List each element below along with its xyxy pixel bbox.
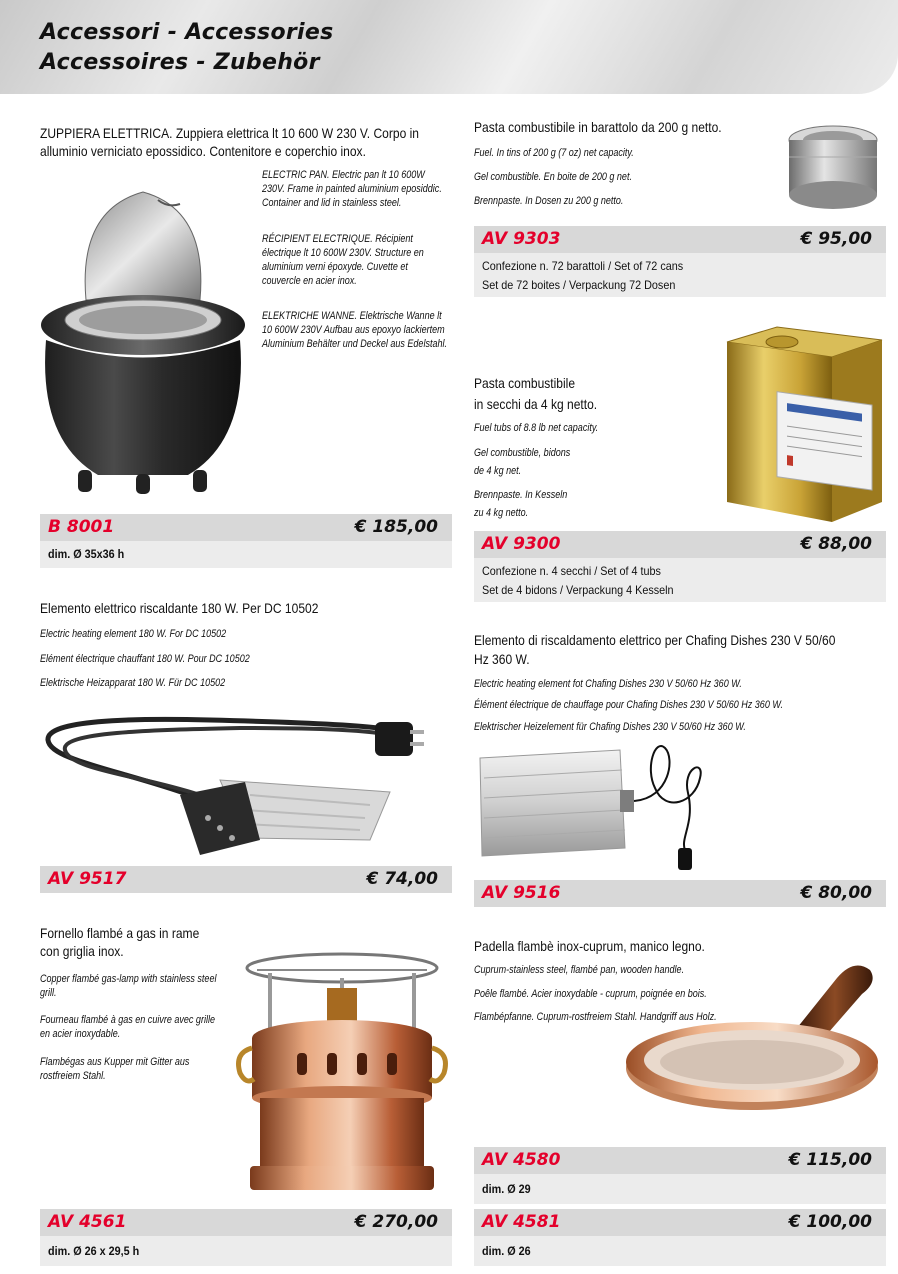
av4561-title-line1: Fornello flambé a gas in rame bbox=[40, 925, 200, 941]
av9303-title: Pasta combustibile in barattolo da 200 g netto. bbox=[474, 119, 722, 135]
av4561-desc-en: Copper flambé gas-lamp with stainless steel grill. bbox=[40, 973, 217, 999]
av9516-title-line1: Elemento di riscaldamento elettrico per Chafing Dishes 230 V 50/60 bbox=[474, 632, 836, 648]
product-code: AV 9303 bbox=[482, 229, 561, 249]
av4581-price-bar bbox=[474, 1209, 886, 1236]
av4561-info-bar bbox=[40, 1236, 452, 1266]
av9303-desc-de: Brennpaste. In Dosen zu 200 g netto. bbox=[474, 195, 624, 207]
av9303-info-bar bbox=[474, 253, 886, 297]
product-dimensions: dim. Ø 35x36 h bbox=[48, 547, 125, 561]
av4580-info-bar bbox=[474, 1174, 886, 1204]
av4581-info-bar bbox=[474, 1236, 886, 1266]
av9300-price-bar bbox=[474, 531, 886, 558]
product-code: AV 4580 bbox=[482, 1150, 561, 1170]
av9303-desc-en: Fuel. In tins of 200 g (7 oz) net capacity. bbox=[474, 147, 634, 159]
av9517-price-bar bbox=[40, 866, 452, 893]
av4580-title: Padella flambè inox-cuprum, manico legno. bbox=[474, 938, 705, 954]
av9303-price-bar bbox=[474, 226, 886, 253]
product-code: B 8001 bbox=[48, 517, 115, 537]
copper-gas-stove-photo bbox=[232, 948, 457, 1206]
av9300-title-line1: Pasta combustibile bbox=[474, 375, 576, 391]
av9300-title-line2: in secchi da 4 kg netto. bbox=[474, 396, 598, 412]
heating-element-photo bbox=[40, 700, 450, 865]
b8001-desc-de: ELEKTRICHE WANNE. Elektrische Wanne lt 10 600W 230V Aufbau aus epoxyo lackiertem Aluminium Behälter und Deckel aus Edelstahl. bbox=[262, 310, 448, 350]
b8001-title: ZUPPIERA ELETTRICA. Zuppiera elettrica lt 10 600 W 230 V. Corpo in alluminio verniciato epossidico. Contenitore e coperchio inox. bbox=[40, 125, 419, 159]
av9300-desc-en: Fuel tubs of 8.8 lb net capacity. bbox=[474, 422, 599, 434]
product-code: AV 9516 bbox=[482, 883, 561, 903]
product-code: AV 4561 bbox=[48, 1212, 127, 1232]
packaging-info-line1: Confezione n. 72 barattoli / Set of 72 cans bbox=[482, 259, 684, 273]
product-dimensions: dim. Ø 26 x 29,5 h bbox=[48, 1244, 140, 1258]
av9516-desc-en: Electric heating element fot Chafing Dishes 230 V 50/60 Hz 360 W. bbox=[474, 678, 742, 690]
av9516-desc-fr: Élément électrique de chauffage pour Chafing Dishes 230 V 50/60 Hz 360 W. bbox=[474, 699, 784, 711]
product-code: AV 9300 bbox=[482, 534, 561, 554]
av9300-desc-de-line2: zu 4 kg netto. bbox=[474, 507, 529, 519]
product-code: AV 9517 bbox=[48, 869, 127, 889]
header-title-line1: Accessori - Accessories bbox=[40, 20, 334, 45]
product-price: € 80,00 bbox=[800, 883, 872, 903]
packaging-info-line2: Set de 4 bidons / Verpackung 4 Kesseln bbox=[482, 583, 674, 597]
product-price: € 115,00 bbox=[788, 1150, 872, 1170]
av9300-desc-fr-line1: Gel combustible, bidons bbox=[474, 447, 571, 459]
av4561-desc-de: Flambégas aus Kupper mit Gitter aus rostfreiem Stahl. bbox=[40, 1056, 190, 1082]
product-dimensions: dim. Ø 26 bbox=[482, 1244, 531, 1258]
product-dimensions: dim. Ø 29 bbox=[482, 1182, 531, 1196]
av4580-desc-fr: Poêle flambé. Acier inoxydable - cuprum, poignée en bois. bbox=[474, 988, 707, 1000]
av9517-desc-fr: Elément électrique chauffant 180 W. Pour DC 10502 bbox=[40, 653, 250, 665]
header-title-line2: Accessoires - Zubehör bbox=[40, 50, 320, 75]
b8001-info-bar bbox=[40, 541, 452, 568]
av9516-title-line2: Hz 360 W. bbox=[474, 651, 530, 667]
av4561-title-line2: con griglia inox. bbox=[40, 943, 124, 959]
av9300-desc-de-line1: Brennpaste. In Kesseln bbox=[474, 489, 568, 501]
page-header bbox=[0, 0, 898, 94]
packaging-info-line1: Confezione n. 4 secchi / Set of 4 tubs bbox=[482, 564, 661, 578]
av4561-desc-fr: Fourneau flambé à gas en cuivre avec grille en acier inoxydable. bbox=[40, 1014, 215, 1040]
product-code: AV 4581 bbox=[482, 1212, 561, 1232]
av9300-info-bar bbox=[474, 558, 886, 602]
electric-soup-pot-photo bbox=[38, 170, 248, 500]
fuel-tin-photo bbox=[784, 112, 882, 220]
av9303-desc-fr: Gel combustible. En boite de 200 g net. bbox=[474, 171, 632, 183]
product-price: € 270,00 bbox=[354, 1212, 438, 1232]
product-price: € 95,00 bbox=[800, 229, 872, 249]
chafing-heating-element-photo bbox=[470, 738, 720, 883]
fuel-tub-photo bbox=[722, 322, 888, 524]
av9517-title: Elemento elettrico riscaldante 180 W. Per DC 10502 bbox=[40, 600, 319, 616]
av9517-desc-en: Electric heating element 180 W. For DC 10502 bbox=[40, 628, 227, 640]
av4561-price-bar bbox=[40, 1209, 452, 1236]
product-price: € 88,00 bbox=[800, 534, 872, 554]
product-price: € 185,00 bbox=[354, 517, 438, 537]
av9516-price-bar bbox=[474, 880, 886, 907]
product-price: € 100,00 bbox=[788, 1212, 872, 1232]
b8001-desc-fr: RÉCIPIENT ELECTRIQUE. Récipient électrique lt 10 600W 230V. Structure en aluminium verni époxyde. Cuvette et couvercle en acier inox. bbox=[262, 233, 424, 287]
b8001-desc-en: ELECTRIC PAN. Electric pan lt 10 600W 230V. Frame in painted aluminium eposiddic. Container and lid in stainless steel. bbox=[262, 169, 442, 209]
packaging-info-line2: Set de 72 boites / Verpackung 72 Dosen bbox=[482, 278, 676, 292]
av4580-desc-de: Flambépfanne. Cuprum-rostfreiem Stahl. Handgriff aus Holz. bbox=[474, 1011, 717, 1023]
av9300-desc-fr-line2: de 4 kg net. bbox=[474, 465, 522, 477]
flambe-pan-photo bbox=[622, 958, 888, 1142]
av9517-desc-de: Elektrische Heizapparat 180 W. Für DC 10502 bbox=[40, 677, 226, 689]
av4580-desc-en: Cuprum-stainless steel, flambé pan, wooden handle. bbox=[474, 964, 685, 976]
product-price: € 74,00 bbox=[366, 869, 438, 889]
b8001-price-bar bbox=[40, 514, 452, 541]
av4580-price-bar bbox=[474, 1147, 886, 1174]
av9516-desc-de: Elektrischer Heizelement für Chafing Dishes 230 V 50/60 Hz 360 W. bbox=[474, 721, 746, 733]
